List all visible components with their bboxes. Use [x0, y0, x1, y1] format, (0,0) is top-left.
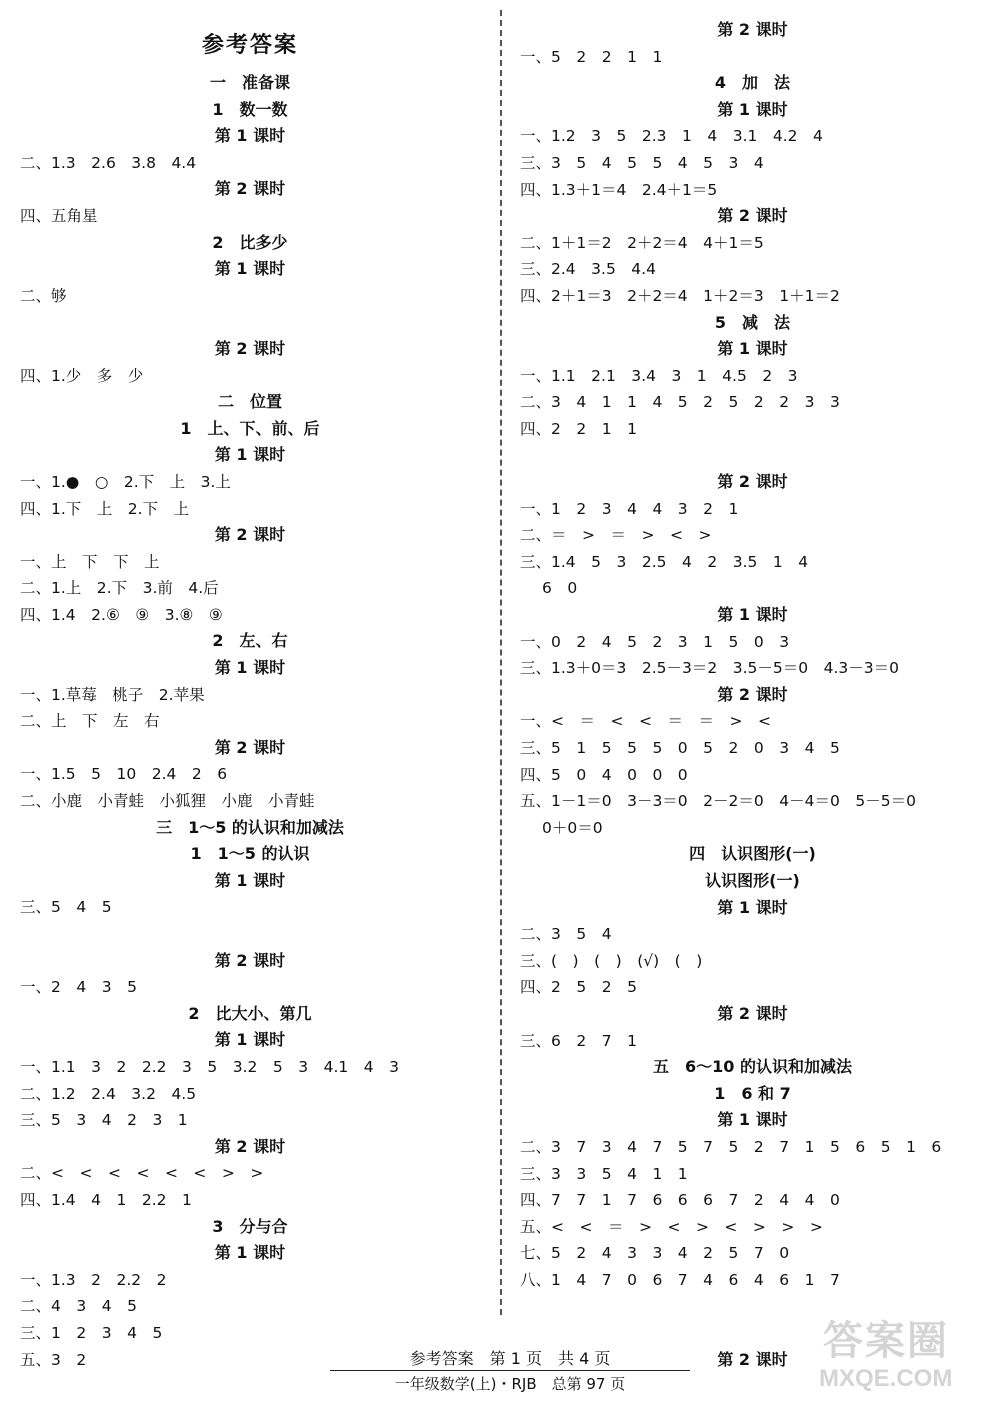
- answer-line: 七、5 2 4 3 3 4 2 5 7 0: [520, 1244, 790, 1263]
- answer-line: 三、1 2 3 4 5: [20, 1323, 163, 1342]
- section-heading: 1 上、下、前、后: [180, 418, 320, 438]
- section-heading: 第 2 课时: [717, 1349, 788, 1369]
- column-divider: [500, 10, 502, 1315]
- left-answer-column: [20, 70, 480, 1373]
- right-answer-column: [520, 17, 985, 1373]
- section-heading: 1 6 和 7: [714, 1083, 791, 1103]
- section-heading: 第 2 课时: [214, 737, 286, 757]
- watermark-logo: [815, 1305, 995, 1400]
- answer-line: 一、1.3 2 2.2 2: [20, 1270, 167, 1289]
- section-heading: 4 加 法: [714, 73, 791, 93]
- answer-line: 二、< < < < < < > >: [20, 1164, 264, 1183]
- answer-line: 一、< ＝ < < ＝ ＝ > <: [520, 712, 771, 731]
- answer-line: 四、7 7 1 7 6 6 6 7 2 4 4 0: [520, 1191, 840, 1210]
- answer-line: 八、1 4 7 0 6 7 4 6 4 6 1 7: [520, 1270, 840, 1289]
- section-heading: 第 1 课时: [214, 126, 286, 146]
- answer-line: 二、1.2 2.4 3.2 4.5: [20, 1084, 197, 1103]
- section-heading: 第 1 课时: [717, 897, 788, 917]
- section-heading: 第 2 课时: [214, 525, 286, 545]
- section-heading: 第 1 课时: [717, 339, 788, 359]
- page-title: 参考答案: [201, 33, 298, 58]
- watermark-url: MXQE.COM: [819, 1365, 953, 1392]
- blank-line: [20, 921, 480, 948]
- answer-line: 二、3 4 1 1 4 5 2 5 2 2 3 3: [520, 393, 840, 412]
- answer-line: 二、4 3 4 5: [20, 1297, 137, 1316]
- answer-line: 四、1.少 多 少: [20, 366, 144, 385]
- section-heading: 第 1 课时: [717, 1110, 788, 1130]
- answer-line: 三、3 3 5 4 1 1: [520, 1164, 688, 1183]
- section-heading: 1 1～5 的认识: [190, 844, 310, 864]
- answer-line: 二、上 下 左 右: [20, 712, 160, 731]
- footer-page-info: 参考答案 第 1 页 共 4 页: [330, 1346, 690, 1371]
- answer-line: 二、小鹿 小青蛙 小狐狸 小鹿 小青蛙: [20, 792, 315, 811]
- section-heading: 第 1 课时: [214, 445, 286, 465]
- answer-line: 二、够: [20, 286, 67, 305]
- answer-line: 四、1.4 4 1 2.2 1: [20, 1190, 192, 1209]
- answer-line: 四、2＋1＝3 2＋2＝4 1＋2＝3 1＋1＝2: [520, 286, 840, 305]
- section-heading: 三 1～5 的认识和加减法: [156, 817, 344, 837]
- answer-line: 一、2 4 3 5: [20, 978, 137, 997]
- section-heading: 2 比大小、第几: [188, 1003, 312, 1023]
- section-heading: 第 1 课时: [214, 870, 286, 890]
- answer-line: 一、1.1 3 2 2.2 3 5 3.2 5 3 4.1 4 3: [20, 1057, 399, 1076]
- answer-line: 一、0 2 4 5 2 3 1 5 0 3: [520, 632, 790, 651]
- section-heading: 第 2 课时: [717, 206, 788, 226]
- answer-line: 五、< < ＝ > < > < > > >: [520, 1217, 823, 1236]
- answer-line: 四、2 5 2 5: [520, 978, 637, 997]
- answer-line: 四、1.3＋1＝4 2.4＋1＝5: [520, 180, 718, 199]
- answer-line: 三、3 5 4 5 5 4 5 3 4: [520, 153, 764, 172]
- answer-line: 一、1.5 5 10 2.4 2 6: [20, 765, 228, 784]
- section-heading: 第 2 课时: [214, 179, 286, 199]
- section-heading: 第 2 课时: [214, 1136, 286, 1156]
- section-heading: 第 1 课时: [717, 99, 788, 119]
- answer-line: 一、1.草莓 桃子 2.苹果: [20, 685, 205, 704]
- answer-line: 一、1.● ○ 2.下 上 3.上: [20, 472, 231, 491]
- answer-line: 0＋0＝0: [542, 818, 603, 837]
- answer-line: 二、1＋1＝2 2＋2＝4 4＋1＝5: [520, 233, 764, 252]
- section-heading: 3 分与合: [212, 1216, 288, 1236]
- answer-line: 三、5 3 4 2 3 1: [20, 1111, 188, 1130]
- section-heading: 2 比多少: [212, 232, 288, 252]
- section-heading: 二 位置: [217, 392, 282, 412]
- section-heading: 第 1 课时: [214, 259, 286, 279]
- answer-line: 一、5 2 2 1 1: [520, 47, 663, 66]
- answer-line: 三、1.4 5 3 2.5 4 2 3.5 1 4: [520, 552, 809, 571]
- answer-line: 三、( ) ( ) (√) ( ): [520, 951, 703, 970]
- section-heading: 一 准备课: [209, 73, 290, 92]
- section-heading: 第 1 课时: [214, 1243, 286, 1263]
- answer-line: 一、1.2 3 5 2.3 1 4 3.1 4.2 4: [520, 127, 823, 146]
- answer-line: 6 0: [542, 579, 578, 598]
- answer-line: 四、5 0 4 0 0 0: [520, 765, 688, 784]
- answer-line: 三、6 2 7 1: [520, 1031, 637, 1050]
- answer-line: 四、1.4 2.⑥ ⑨ 3.⑧ ⑨: [20, 605, 223, 624]
- section-heading: 第 2 课时: [717, 472, 788, 492]
- answer-line: 一、1.1 2.1 3.4 3 1 4.5 2 3: [520, 366, 798, 385]
- answer-line: 三、2.4 3.5 4.4: [520, 260, 656, 279]
- answer-line: 五、1－1＝0 3－3＝0 2－2＝0 4－4＝0 5－5＝0: [520, 792, 916, 811]
- page-footer: [330, 1346, 690, 1394]
- answer-line: 三、1.3＋0＝3 2.5－3＝2 3.5－5＝0 4.3－3＝0: [520, 659, 899, 678]
- answer-line: 二、3 7 3 4 7 5 7 5 2 7 1 5 6 5 1 6: [520, 1137, 942, 1156]
- blank-line: [20, 309, 480, 336]
- section-heading: 四 认识图形(一): [689, 844, 816, 864]
- answer-line: 三、5 1 5 5 5 0 5 2 0 3 4 5: [520, 739, 840, 758]
- section-heading: 1 数一数: [212, 99, 288, 119]
- section-heading: 第 2 课时: [214, 338, 286, 358]
- answer-line: 五、3 2: [20, 1350, 87, 1369]
- section-heading: 第 2 课时: [717, 1003, 788, 1023]
- section-heading: 2 左、右: [212, 631, 288, 651]
- section-heading: 认识图形(一): [705, 871, 800, 890]
- answer-line: 四、1.下 上 2.下 上: [20, 499, 190, 518]
- section-heading: 第 1 课时: [717, 605, 788, 625]
- section-heading: 第 2 课时: [717, 20, 788, 39]
- section-heading: 第 2 课时: [717, 684, 788, 704]
- answer-line: 三、5 4 5: [20, 898, 112, 917]
- section-heading: 五 6～10 的认识和加减法: [653, 1057, 852, 1077]
- section-heading: 第 2 课时: [214, 950, 286, 970]
- answer-line: 二、3 5 4: [520, 925, 612, 944]
- answer-line: 二、1.上 2.下 3.前 4.后: [20, 579, 219, 598]
- footer-book-info: 一年级数学(上)・RJB 总第 97 页: [394, 1375, 626, 1393]
- watermark-text: 答案圈: [823, 1318, 949, 1364]
- section-heading: 第 1 课时: [214, 1030, 286, 1050]
- answer-line: 四、2 2 1 1: [520, 419, 637, 438]
- section-heading: 第 1 课时: [214, 658, 286, 678]
- answer-line: 二、1.3 2.6 3.8 4.4: [20, 153, 197, 172]
- answer-line: 一、1 2 3 4 4 3 2 1: [520, 499, 739, 518]
- answer-line: 二、＝ > ＝ > < >: [520, 526, 712, 545]
- answer-line: 一、上 下 下 上: [20, 552, 160, 571]
- blank-line: [520, 443, 985, 470]
- section-heading: 5 减 法: [714, 312, 791, 332]
- answer-line: 四、五角星: [20, 206, 98, 225]
